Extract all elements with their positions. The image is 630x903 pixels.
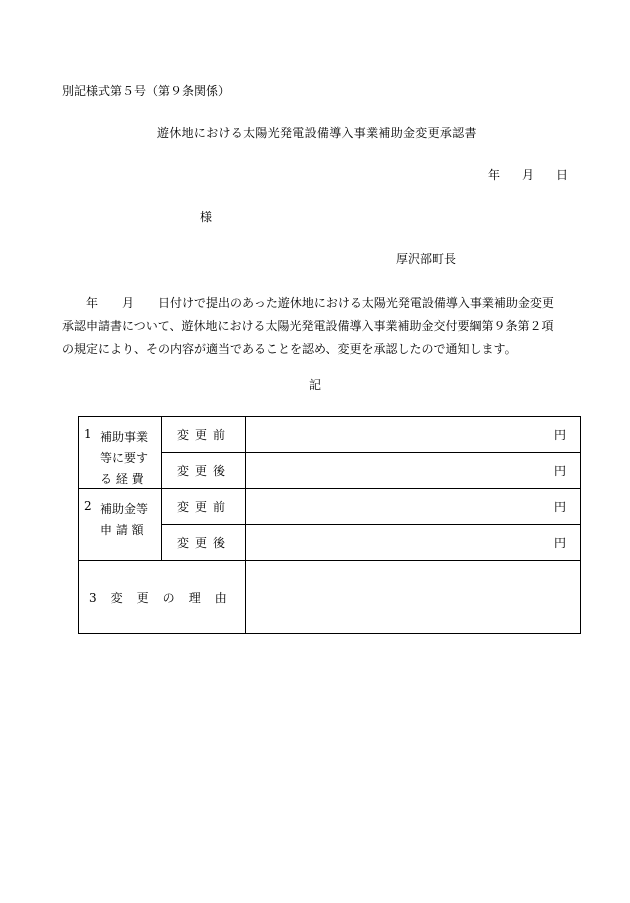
application-category-label: 補助金等 申 請 額 — [100, 502, 149, 537]
date-year: 年 — [487, 168, 500, 182]
yen-unit: 円 — [553, 536, 566, 550]
detail-table — [78, 416, 581, 634]
yen-unit: 円 — [553, 464, 566, 478]
addressee-suffix: 様 — [200, 210, 213, 224]
after-label: 変更後 — [162, 525, 246, 561]
expense-category-cell — [79, 417, 162, 489]
reason-char: 変 — [110, 590, 123, 605]
yen-unit: 円 — [553, 500, 566, 514]
application-category-cell — [79, 489, 162, 561]
reason-char: の — [162, 590, 175, 605]
after-label: 変更後 — [162, 453, 246, 489]
application-after-amount[interactable] — [246, 525, 581, 561]
body-line-3: の規定により、その内容が適当であることを認め、変更を承認したので通知します。 — [62, 342, 517, 356]
form-number: 別記様式第５号（第９条関係） — [62, 84, 231, 98]
reason-label-cell — [79, 561, 246, 634]
reason-char: 更 — [136, 590, 149, 605]
reason-input-area[interactable] — [246, 561, 581, 634]
reason-char: 由 — [214, 590, 227, 605]
row-number: 2 — [84, 499, 92, 513]
issuer-name: 厚沢部町長 — [396, 252, 457, 266]
date-line — [488, 166, 568, 183]
date-month: 月 — [521, 168, 534, 182]
application-before-amount[interactable] — [246, 489, 581, 525]
body-line-1: 年 月 日付けで提出のあった遊休地における太陽光発電設備導入事業補助金変更 — [86, 296, 554, 310]
document-title: 遊休地における太陽光発電設備導入事業補助金変更承認書 — [157, 126, 477, 140]
expense-before-amount[interactable] — [246, 417, 581, 453]
expense-after-amount[interactable] — [246, 453, 581, 489]
date-day: 日 — [555, 168, 568, 182]
row-number: 1 — [84, 427, 92, 441]
expense-category-label: 補助事業 等に要す る 経 費 — [100, 430, 149, 486]
ki-heading: 記 — [309, 378, 322, 392]
before-label: 変更前 — [162, 489, 246, 525]
body-text — [62, 292, 572, 361]
before-label: 変更前 — [162, 417, 246, 453]
yen-unit: 円 — [553, 428, 566, 442]
body-line-2: 承認申請書について、遊休地における太陽光発電設備導入事業補助金交付要綱第９条第２項 — [62, 319, 554, 333]
reason-number: 3 — [89, 590, 97, 605]
reason-char: 理 — [188, 590, 201, 605]
